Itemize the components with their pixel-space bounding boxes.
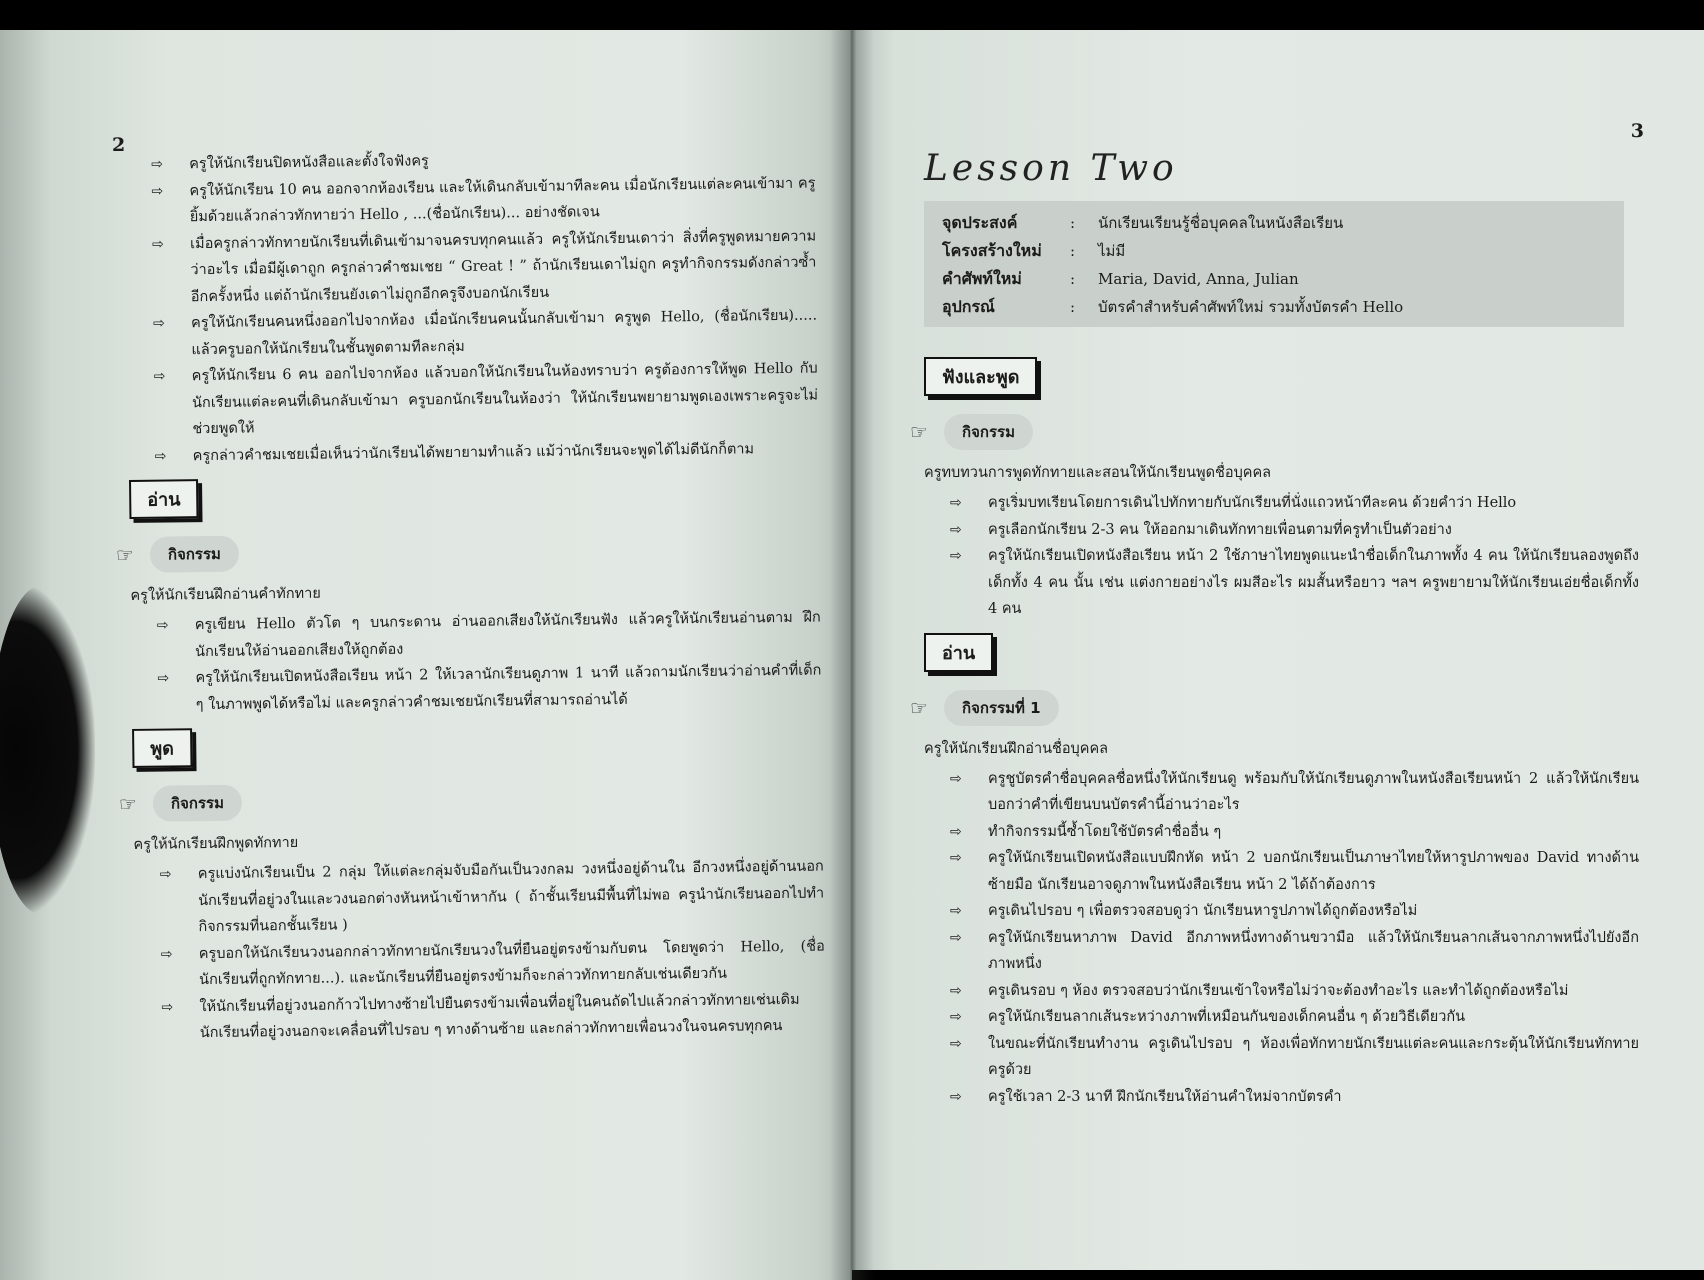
arrow-bullet-icon: ⇨ [950, 929, 962, 946]
info-row: จุดประสงค์ : นักเรียนเรียนรู้ชื่อบุคคลในหนังสือเรียน [942, 213, 1344, 232]
list-item: ⇨ ครูเลือกนักเรียน 2-3 คน ให้ออกมาเดินทักทายเพื่อนตามที่ครูทำเป็นตัวอย่าง [950, 517, 1639, 544]
section-heading-listen-speak: ฟังและพูด [924, 357, 1037, 396]
list-item: ⇨ เมื่อครูกล่าวทักทายนักเรียนที่เดินเข้ามาจนครบทุกคนแล้ว ครูให้นักเรียนเดาว่า สิ่งที่ครูพูดหมายความว่าอะไร เมื่อมีผู้เดาถูก ครูกล่าวคำชมเชย “ Great ! ” ถ้านักเรียนเดาไม่ถูก ครูทำกิจกรรมดังกล่าวซ้ำอีกครั้งหนึ่ง แต่ถ้านักเรียนยังเดาไม่ถูกอีกครูจึงบอกนักเรียน [152, 223, 817, 311]
list-item: ⇨ ทำกิจกรรมนี้ซ้ำโดยใช้บัตรคำชื่ออื่น ๆ [950, 819, 1639, 846]
activity-intro: ครูทบทวนการพูดทักทายและสอนให้นักเรียนพูดชื่อบุคคล [924, 465, 1272, 481]
activity-label: กิจกรรมที่ 1 [944, 690, 1059, 726]
pointing-hand-icon: ☞ [910, 420, 928, 444]
right-page-content [910, 148, 1639, 1110]
activity-intro: ครูให้นักเรียนฝึกอ่านคำทักทาย [130, 585, 321, 604]
list-item: ⇨ ครูชูบัตรคำชื่อบุคคลชื่อหนึ่งให้นักเรียนดู พร้อมกับให้นักเรียนดูภาพในหนังสือเรียนหน้า 2 แล้วให้นักเรียนบอกว่าคำที่เขียนบนบัตรคำนี้อ่านว่าอะไร [950, 766, 1639, 819]
activity-intro: ครูให้นักเรียนฝึกพูดทักทาย [133, 834, 299, 853]
arrow-bullet-icon: ⇨ [159, 866, 172, 883]
section-heading-speak: พูด [132, 728, 192, 768]
list-item: ⇨ ครูใช้เวลา 2-3 นาที ฝึกนักเรียนให้อ่านคำใหม่จากบัตรคำ [950, 1084, 1639, 1111]
activity-header [116, 529, 820, 574]
info-row: โครงสร้างใหม่ : ไม่มี [942, 241, 1126, 260]
pointing-hand-icon: ☞ [910, 695, 928, 720]
activity-header [910, 690, 1639, 726]
list-item: ⇨ ครูแบ่งนักเรียนเป็น 2 กลุ่ม ให้แต่ละกลุ่มจับมือกันเป็นวงกลม วงหนึ่งอยู่ด้านใน อีกวงหนึ่งอยู่ด้านนอก นักเรียนที่อยู่วงในและวงนอกต่างหันหน้าเข้าหากัน ( ถ้าชั้นเรียนมีพื้นที่ไม่พอ ครูนำนักเรียนออกไปทำกิจกรรมที่นอกชั้นเรียน ) [160, 854, 825, 942]
list-item: ⇨ ครูบอกให้นักเรียนวงนอกกล่าวทักทายนักเรียนวงในที่ยืนอยู่ตรงข้ามกับตน โดยพูดว่า Hello, (ชื่อนักเรียนที่ถูกทักทาย...). และนักเรียนที่ยืนอยู่ตรงข้ามก็จะกล่าวทักทายกลับเช่นเดียวกัน [161, 933, 826, 994]
arrow-bullet-icon: ⇨ [153, 368, 166, 385]
list-item: ⇨ ครูให้นักเรียนเปิดหนังสือเรียน หน้า 2 ใช้ภาษาไทยพูดแนะนำชื่อเด็กในภาพทั้ง 4 คน ให้นักเรียนลองพูดถึงเด็กทั้ง 4 คน นั้น เช่น แต่งกายอย่างไร ผมสีอะไร ผมสั้นหรือยาว ฯลฯ ครูพยายามให้นักเรียนเอ่ยชื่อเด็กทั้ง 4 คน [950, 543, 1639, 623]
dark-stain [0, 585, 95, 915]
arrow-bullet-icon: ⇨ [154, 448, 167, 465]
arrow-bullet-icon: ⇨ [151, 183, 164, 200]
activity-label: กิจกรรม [153, 785, 242, 822]
arrow-bullet-icon: ⇨ [156, 617, 169, 634]
right-page [852, 30, 1704, 1270]
arrow-bullet-icon: ⇨ [160, 945, 173, 963]
arrow-bullet-icon: ⇨ [950, 903, 962, 919]
arrow-bullet-icon: ⇨ [950, 823, 962, 840]
arrow-bullet-icon: ⇨ [950, 548, 962, 564]
activity-header [119, 778, 823, 823]
arrow-bullet-icon: ⇨ [950, 521, 962, 538]
pointing-hand-icon: ☞ [115, 542, 135, 568]
arrow-bullet-icon: ⇨ [950, 850, 962, 866]
list-item: ⇨ ครูให้นักเรียนเปิดหนังสือแบบฝึกหัด หน้า 2 บอกนักเรียนเป็นภาษาไทยให้หารูปภาพของ David ทางด้านซ้ายมือ นักเรียนอาจดูภาพในหนังสือเรียน หน้า 2 ได้ถ้าต้องการ [950, 845, 1639, 898]
info-row: อุปกรณ์ : บัตรคำสำหรับคำศัพท์ใหม่ รวมทั้งบัตรคำ Hello [942, 297, 1404, 316]
list-item: ⇨ ครูกล่าวคำชมเชยเมื่อเห็นว่านักเรียนได้พยายามทำแล้ว แม้ว่านักเรียนจะพูดได้ไม่ดีนักก็ตาม [155, 435, 819, 470]
page-number-right: 3 [1630, 120, 1644, 142]
list-item: ⇨ ครูเริ่มบทเรียนโดยการเดินไปทักทายกับนักเรียนที่นั่งแถวหน้าทีละคน ด้วยคำว่า Hello [950, 490, 1639, 517]
arrow-bullet-icon: ⇨ [950, 495, 962, 511]
arrow-bullet-icon: ⇨ [950, 770, 962, 787]
arrow-bullet-icon: ⇨ [153, 315, 165, 332]
list-item: ⇨ ครูให้นักเรียนเปิดหนังสือเรียน หน้า 2 ให้เวลานักเรียนดูภาพ 1 นาที แล้วถามนักเรียนว่าอ่านคำที่เด็ก ๆ ในภาพพูดได้หรือไม่ และครูกล่าวคำชมเชยนักเรียนที่สามารถอ่านได้ [157, 658, 822, 719]
section-heading-read: อ่าน [129, 479, 199, 519]
arrow-bullet-icon: ⇨ [151, 156, 163, 173]
list-item: ⇨ ครูเขียน Hello ตัวโต ๆ บนกระดาน อ่านออกเสียงให้นักเรียนฟัง แล้วครูให้นักเรียนอ่านตาม ฝึกนักเรียนให้อ่านออกเสียงให้ถูกต้อง [157, 605, 822, 666]
left-page [0, 30, 852, 1280]
arrow-bullet-icon: ⇨ [950, 1088, 962, 1105]
section-heading-read: อ่าน [924, 633, 993, 672]
list-item: ⇨ ในขณะที่นักเรียนทำงาน ครูเดินไปรอบ ๆ ห้องเพื่อทักทายนักเรียนแต่ละคนและกระตุ้นให้นักเรียนทักทายครูด้วย [950, 1031, 1639, 1084]
page-number-left: 2 [112, 134, 126, 156]
activity-label: กิจกรรม [150, 536, 239, 573]
activity-header [910, 414, 1639, 450]
lesson-info-box [924, 201, 1624, 327]
lesson-title: Lesson Two [924, 148, 1178, 189]
list-item: ⇨ ให้นักเรียนที่อยู่วงนอกก้าวไปทางซ้ายไปยืนตรงข้ามเพื่อนที่อยู่ในคนถัดไปแล้วกล่าวทักทายเช่นเดิม นักเรียนที่อยู่วงนอกจะเคลื่อนที่ไปรอบ ๆ ทางด้านซ้าย และกล่าวทักทายเพื่อนวงในจนครบทุกคน [161, 986, 826, 1047]
list-item: ⇨ ครูให้นักเรียนลากเส้นระหว่างภาพที่เหมือนกันของเด็กคนอื่น ๆ ด้วยวิธีเดียวกัน [950, 1004, 1639, 1031]
list-item: ⇨ ครูเดินไปรอบ ๆ เพื่อตรวจสอบดูว่า นักเรียนหารูปภาพได้ถูกต้องหรือไม่ [950, 898, 1639, 925]
list-item: ⇨ ครูให้นักเรียนหาภาพ David อีกภาพหนึ่งทางด้านขวามือ แล้วให้นักเรียนลากเส้นจากภาพหนึ่งไปยังอีกภาพหนึ่ง [950, 925, 1639, 978]
left-page-content [115, 144, 826, 1048]
arrow-bullet-icon: ⇨ [152, 236, 164, 253]
list-item: ⇨ ครูให้นักเรียน 10 คน ออกจากห้องเรียน และให้เดินกลับเข้ามาทีละคน เมื่อนักเรียนแต่ละคนเข้ามา ครูยิ้มด้วยแล้วกล่าวทักทายว่า Hello , ...(ชื่อนักเรียน)... อย่างชัดเจน [151, 170, 816, 231]
arrow-bullet-icon: ⇨ [950, 982, 962, 999]
list-item: ⇨ ครูให้นักเรียนคนหนึ่งออกไปจากห้อง เมื่อนักเรียนคนนั้นกลับเข้ามา ครูพูด Hello, (ชื่อนักเรียน)..... แล้วครูบอกให้นักเรียนในชั้นพูดตามทีละกลุ่ม [153, 303, 818, 364]
activity-intro: ครูให้นักเรียนฝึกอ่านชื่อบุคคล [924, 740, 1109, 757]
list-item: ⇨ ครูเดินรอบ ๆ ห้อง ตรวจสอบว่านักเรียนเข้าใจหรือไม่ว่าจะต้องทำอะไร และทำได้ถูกต้องหรือไม่ [950, 978, 1639, 1005]
list-item: ⇨ ครูให้นักเรียน 6 คน ออกไปจากห้อง แล้วบอกให้นักเรียนในห้องทราบว่า ครูต้องการให้พูด Hello กับนักเรียนแต่ละคนที่เดินกลับเข้ามา ครูบอกนักเรียนในห้องว่า ให้นักเรียนพยายามพูดเองเพราะครูจะไม่ช่วยพูดให้ [154, 356, 819, 444]
book-spine [830, 30, 874, 1280]
arrow-bullet-icon: ⇨ [157, 670, 170, 687]
list-item: ⇨ ครูให้นักเรียนปิดหนังสือและตั้งใจฟังครู [151, 144, 815, 179]
info-row: คำศัพท์ใหม่ : Maria, David, Anna, Julian [942, 269, 1299, 288]
arrow-bullet-icon: ⇨ [950, 1035, 962, 1052]
arrow-bullet-icon: ⇨ [950, 1009, 962, 1025]
arrow-bullet-icon: ⇨ [161, 998, 174, 1016]
bullet-list-intro [125, 144, 819, 470]
activity-label: กิจกรรม [944, 414, 1033, 450]
pointing-hand-icon: ☞ [118, 791, 138, 817]
